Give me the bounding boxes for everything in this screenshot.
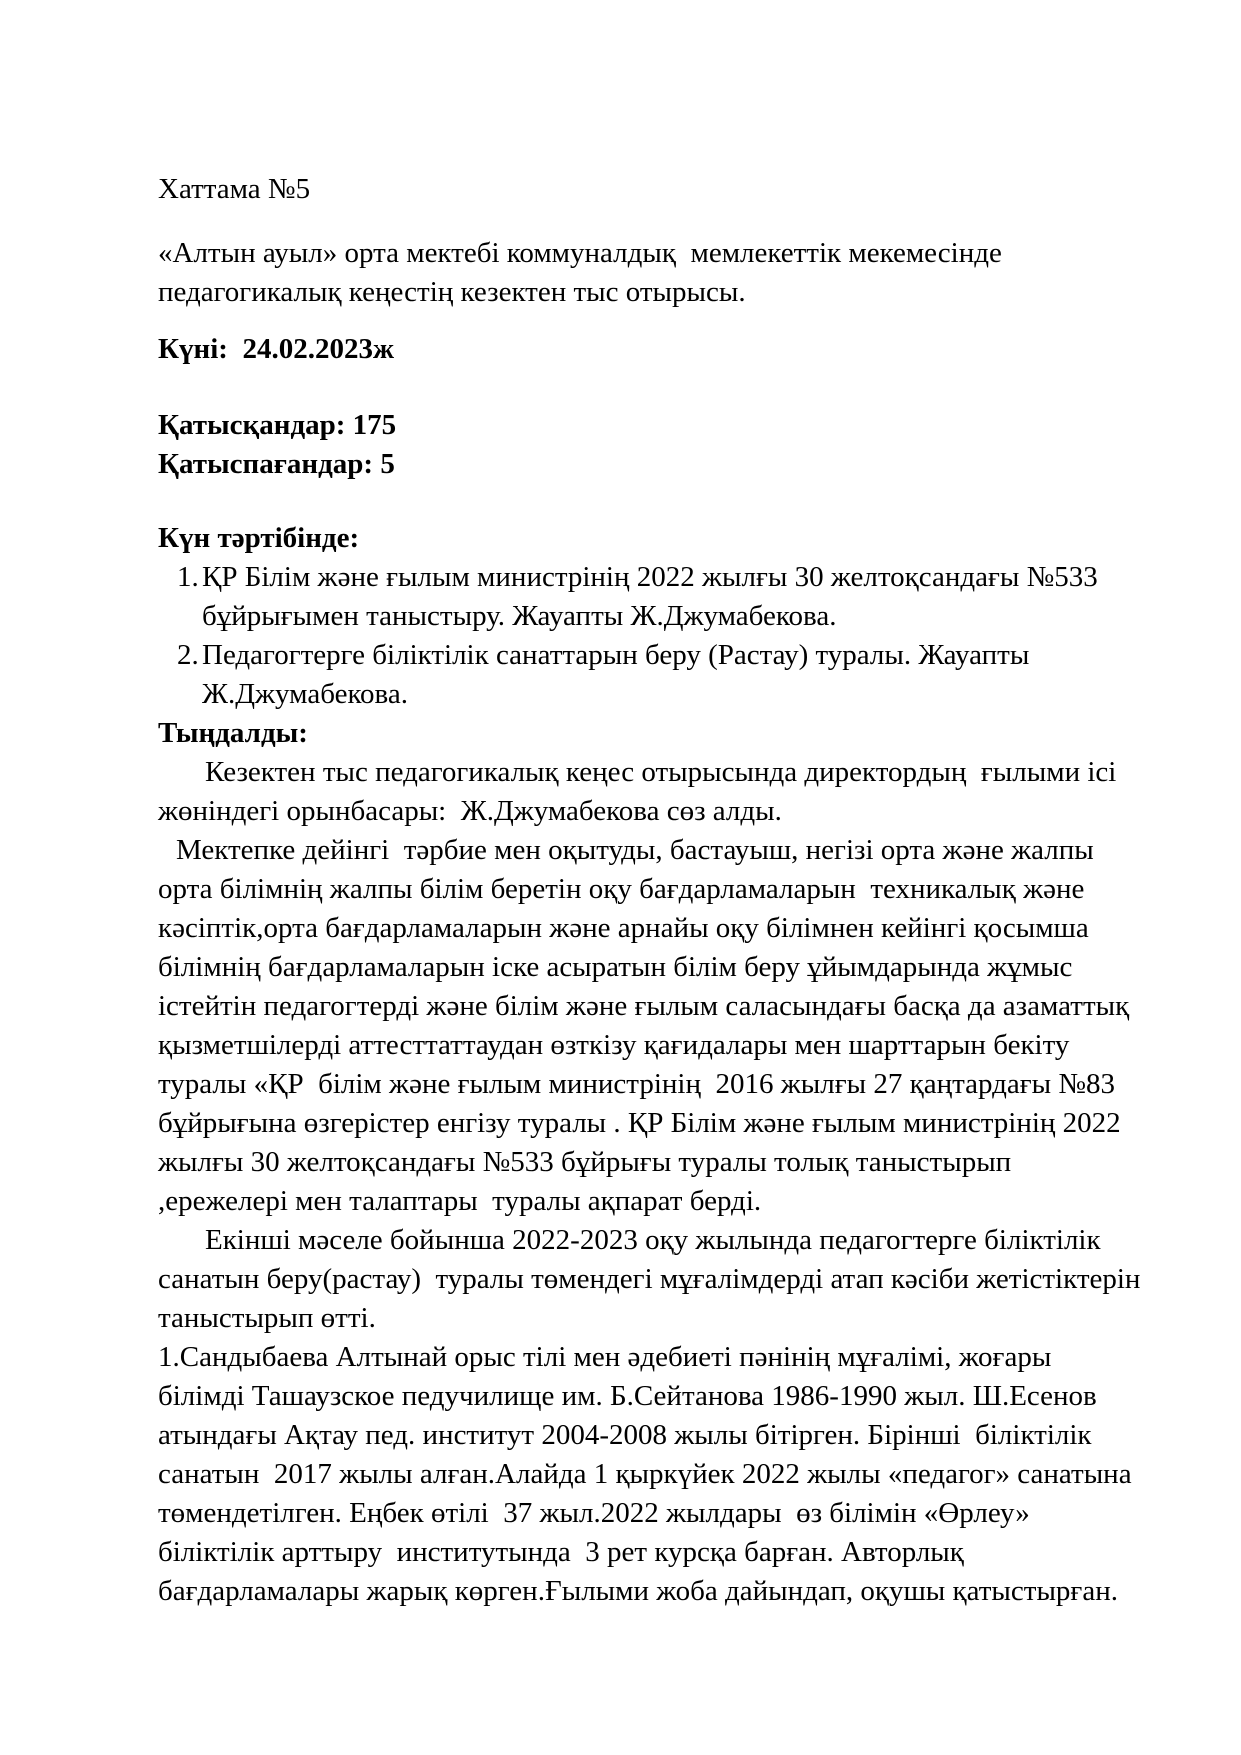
agenda-heading: Күн тәртібінде:	[158, 522, 360, 554]
agenda-item-text: ҚР Білім және ғылым министрінің 2022 жылғы 30 желтоқсандағы №533 бұйрығымен таныстыру. Жауапты Ж.Джумабекова.	[202, 561, 1106, 632]
body-paragraph-order-details: Мектепке дейінгі тәрбие мен оқытуды, бастауыш, негізі орта және жалпы орта білімнің жалпы білім беретін оқу бағдарламаларын техникалық және кәсіптік,орта бағдарламаларын және арнайы оқу білімнен кейінгі қосымша білімнің бағдарламаларын іске асыратын білім беру ұйымдарында жұмыс істейтін педагогтерді және білім және ғылым саласындағы басқа да азаматтық қызметшілерді аттесттаттаудан өзткізу қағидалары мен шарттарын бекіту туралы «ҚР білім және ғылым министрінің 2016 жылғы 27 қаңтардағы №83 бұйрығына өзгерістер енгізу туралы . ҚР Білім және ғылым министрінің 2022 жылғы 30 желтоқсандағы №533 бұйрығы туралы толық таныстырып ,ережелері мен талаптары туралы ақпарат берді.	[158, 834, 1137, 1217]
agenda-item	[158, 636, 1145, 714]
agenda-item-number: 1.	[177, 561, 199, 593]
date-line: Күні: 24.02.2023ж	[158, 333, 394, 365]
body-paragraph-second-issue: Екінші мәселе бойынша 2022-2023 оқу жылында педагогтерге біліктілік санатын беру(растау) туралы төмендегі мұғалімдерді атап кәсіби жетістіктерін таныстырып өтті.	[158, 1224, 1148, 1334]
agenda-item	[158, 558, 1145, 636]
agenda-list	[158, 558, 1145, 714]
participants-present-line: Қатысқандар: 175	[158, 409, 397, 441]
protocol-title: Хаттама №5	[158, 173, 311, 205]
agenda-item-text: Педагогтерге біліктілік санаттарын беру (Растау) туралы. Жауапты Ж.Джумабекова.	[202, 639, 1037, 710]
agenda-item-number: 2.	[177, 639, 199, 671]
participants-absent-line: Қатыспағандар: 5	[158, 448, 395, 480]
session-intro: «Алтын ауыл» орта мектебі коммуналдық мемлекеттік мекемесінде педагогикалық кеңестің кезектен тыс отырысы.	[158, 237, 1010, 308]
body-paragraph-speaker: Кезектен тыс педагогикалық кеңес отырысында директордың ғылыми ісі жөніндегі орынбасары: Ж.Джумабекова сөз алды.	[158, 756, 1124, 827]
heard-heading: Тыңдалды:	[158, 717, 308, 749]
body-paragraph-teacher-1: 1.Сандыбаева Алтынай орыс тілі мен әдебиеті пәнінің мұғалімі, жоғары білімді Ташаузское педучилище им. Б.Сейтанова 1986-1990 жыл. Ш.Есенов атындағы Ақтау пед. институт 2004-2008 жылы бітірген. Бірінші біліктілік санатын 2017 жылы алған.Алайда 1 қыркүйек 2022 жылы «педагог» санатына төмендетілген. Еңбек өтілі 37 жыл.2022 жылдары өз білімін «Өрлеу» біліктілік арттыру институтында 3 рет курсқа барған. Авторлық бағдарламалары жарық көрген.Ғылыми жоба дайындап, оқушы қатыстырған.	[158, 1341, 1139, 1607]
